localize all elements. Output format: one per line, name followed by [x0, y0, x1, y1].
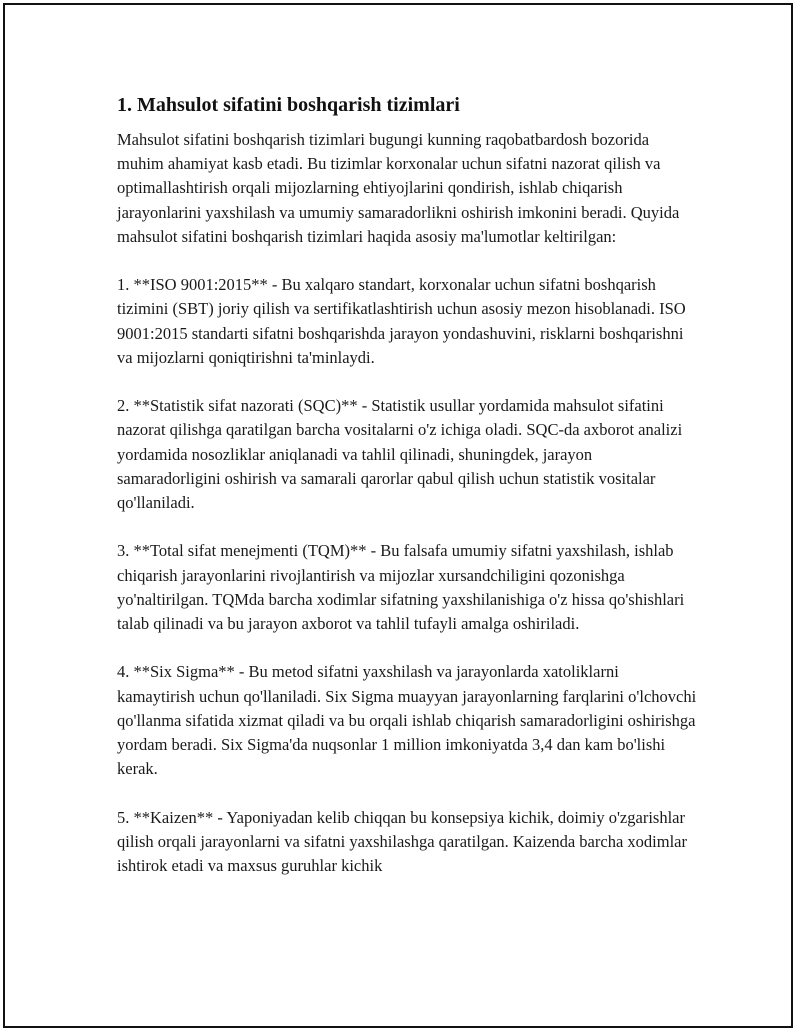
iso-9001-paragraph: 1. **ISO 9001:2015** - Bu xalqaro standart, korxonalar uchun sifatni boshqarish tizimini (SBT) joriy qilish va sertifikatlashtirish uchun asosiy mezon hisoblanadi. ISO 9001:2015 standarti sifatni boshqarishda jarayon yondashuvini, risklarni boshqarishni va mijozlarni qoniqtirishni ta'minlaydi.: [117, 275, 686, 367]
six-sigma-paragraph: 4. **Six Sigma** - Bu metod sifatni yaxshilash va jarayonlarda xatoliklarni kamaytirish uchun qo'llaniladi. Six Sigma muayyan jarayonlarning farqlarini o'lchovchi qo'llanma sifatida xizmat qiladi va bu orqali ishlab chiqarish samaradorligini oshirishga yordam beradi. Six Sigma'da nuqsonlar 1 million imkoniyatda 3,4 dan kam bo'lishi kerak.: [117, 662, 697, 779]
tqm-paragraph: 3. **Total sifat menejmenti (TQM)** - Bu falsafa umumiy sifatni yaxshilash, ishlab chiqarish jarayonlarini rivojlantirish va mijozlar xursandchiligini qozonishga yo'naltirilgan. TQMda barcha xodimlar sifatning yaxshilanishiga o'z hissa qo'shishlari talab qilinadi va bu jarayon axborot va tahlil tufayli amalga oshiriladi.: [117, 541, 685, 634]
sqc-paragraph: 2. **Statistik sifat nazorati (SQC)** - Statistik usullar yordamida mahsulot sifatini nazorat qilishga qaratilgan barcha vositalarni o'z ichiga oladi. SQC-da axborot analizi yordamida nosozliklar aniqlanadi va tahlil qilinadi, shuningdek, jarayon samaradorligini oshirish va samarali qarorlar qabul qilish uchun statistik vositalar qo'llaniladi.: [117, 396, 683, 513]
section-heading: 1. Mahsulot sifatini boshqarish tizimlari: [117, 94, 460, 116]
kaizen-paragraph: 5. **Kaizen** - Yaponiyadan kelib chiqqan bu konsepsiya kichik, doimiy o'zgarishlar qilish orqali jarayonlarni va sifatni yaxshilashga qaratilgan. Kaizenda barcha xodimlar ishtirok etadi va maxsus guruhlar kichik: [117, 807, 687, 876]
document-body: [117, 92, 697, 878]
intro-paragraph: Mahsulot sifatini boshqarish tizimlari bugungi kunning raqobatbardosh bozorida muhim ahamiyat kasb etadi. Bu tizimlar korxonalar uchun sifatni nazorat qilish va optimallashtirish orqali mijozlarning ehtiyojlarini qondirish, ishlab chiqarish jarayonlarini yaxshilash va umumiy samaradorlikni oshirish imkonini beradi. Quyida mahsulot sifatini boshqarish tizimlari haqida asosiy ma'lumotlar keltirilgan:: [117, 130, 680, 246]
